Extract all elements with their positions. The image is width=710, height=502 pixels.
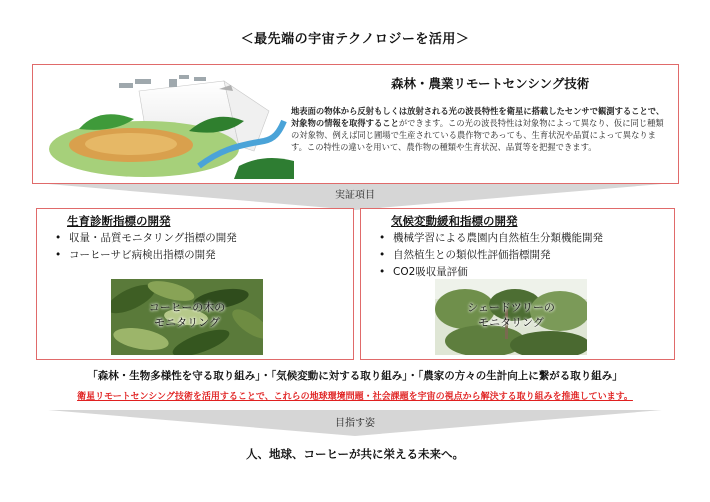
initiatives-line: 「森林・生物多様性を守る取り組み」・「気候変動に対する取り組み」・「農家の方々の生計向上に繋がる取り組み」 xyxy=(87,370,623,382)
vision-statement: 人、地球、コーヒーが共に栄える未来へ。 xyxy=(245,447,465,461)
growth-diagnosis-list xyxy=(55,230,237,264)
bullet-dot: • xyxy=(379,266,386,278)
climate-mitigation-panel xyxy=(360,208,675,360)
bullet-dot: • xyxy=(55,232,62,244)
tech-title: 森林・農業リモートセンシング技術 xyxy=(391,76,590,91)
page-heading: ＜最先端の宇宙テクノロジーを活用＞ xyxy=(240,32,470,47)
satellite-sensing-illustration xyxy=(39,71,297,179)
tech-description-bold: 地表面の物体から反射もしくは放射される光の波長特性を衛星に搭載したセンサで観測することで、対象物の情報を取得すること xyxy=(291,106,665,128)
remote-sensing-box xyxy=(32,64,679,184)
tech-description-rest: ができます。この光の波長特性は対象物によって異なり、仮に同じ種類の対象物、例えば同じ圃場で生産されている農作物であっても、生育状況や品質によって異なります。この特性の違いを用いて、農作物の種類や生育状況、品質等を把握できます。 xyxy=(291,118,664,152)
verification-label: 実証項目 xyxy=(335,190,375,201)
bullet-dot: • xyxy=(55,249,62,261)
list-item: • 自然植生との類似性評価指標開発 xyxy=(379,247,603,264)
goal-label: 目指す姿 xyxy=(335,418,375,429)
tech-description xyxy=(291,105,671,153)
bullet-dot: • xyxy=(379,232,386,244)
shade-tree-photo xyxy=(435,279,587,355)
climate-mitigation-title: 気候変動緩和指標の開発 xyxy=(391,214,518,228)
coffee-tree-photo xyxy=(111,279,263,355)
promotion-statement: 衛星リモートセンシング技術を活用することで、これらの地球環境問題・社会課題を宇宙の視点から解決する取り組みを推進しています。 xyxy=(77,392,633,402)
shade-tree-photo-caption: シェードツリーの モニタリング xyxy=(467,301,555,329)
climate-mitigation-list xyxy=(379,230,603,281)
list-item: • CO2吸収量評価 xyxy=(379,264,603,281)
list-item: • 収量・品質モニタリング指標の開発 xyxy=(55,230,237,247)
bullet-dot: • xyxy=(379,249,386,261)
list-item: • コーヒーサビ病検出指標の開発 xyxy=(55,247,237,264)
list-item: • 機械学習による農園内自然植生分類機能開発 xyxy=(379,230,603,247)
coffee-photo-caption: コーヒーの木の モニタリング xyxy=(148,301,226,329)
growth-diagnosis-title: 生育診断指標の開発 xyxy=(67,214,171,228)
growth-diagnosis-panel xyxy=(36,208,354,360)
